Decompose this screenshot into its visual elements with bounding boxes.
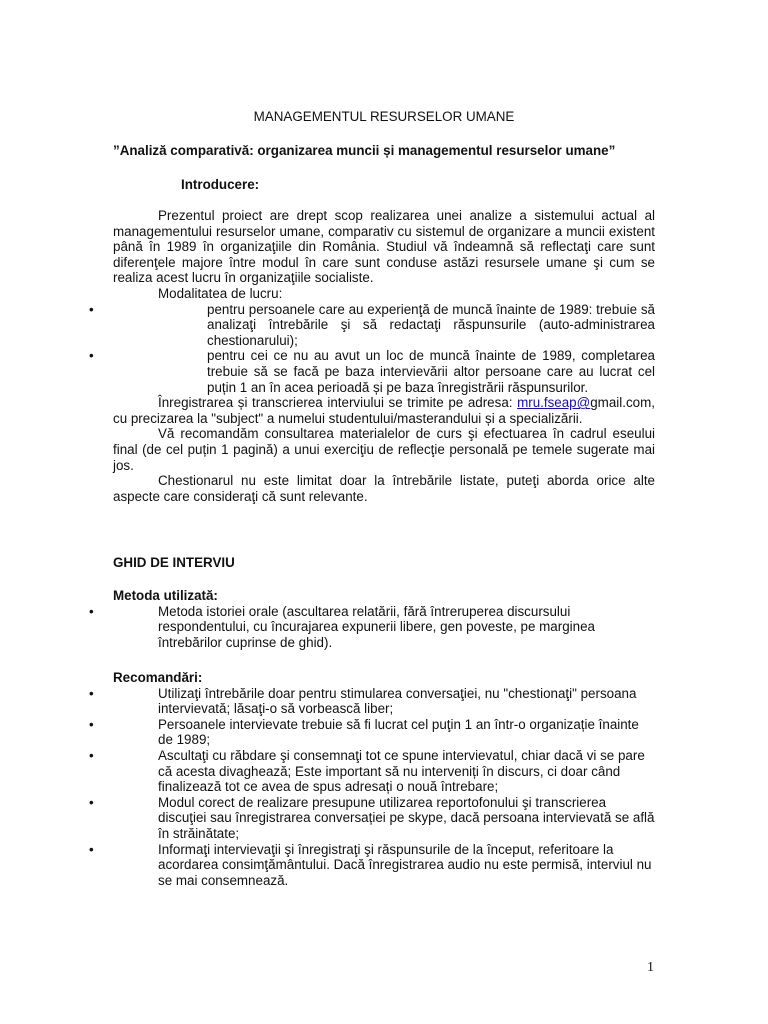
list-item <box>89 685 655 717</box>
intro-section <box>89 208 655 504</box>
bullet-icon: • <box>89 841 94 857</box>
list-item <box>89 348 655 395</box>
document-title: MANAGEMENTUL RESURSELOR UMANE <box>253 109 515 124</box>
method-list <box>89 603 655 651</box>
bullet-icon: • <box>89 794 94 810</box>
list-item-text: pentru cei ce nu au avut un loc de muncă înainte de 1989, completarea trebuie să se facă pe baza intervievării altor persoane care au lucrat cel puțin 1 an în acea perioadă și pe baza înregistrării răspunsurilor. <box>207 348 655 395</box>
bullet-icon: • <box>89 685 94 701</box>
method-section <box>89 588 655 650</box>
list-item-text: Modul corect de realizare presupune utilizarea reportofonului şi transcrierea discuţiei sau înregistrarea conversației pe skype, dacă persoana intervievată se află în străinătate; <box>158 794 655 841</box>
email-link[interactable]: mru.fseap@ <box>517 395 591 411</box>
list-item-text: Informaţi intervievaţii şi înregistraţi şi răspunsurile de la început, referitoare la acordarea consimţământului. Dacă înregistrarea audio nu este permisă, interviul nu se mai consemnează. <box>158 841 652 888</box>
work-mode-list <box>89 301 655 396</box>
list-item-text: Ascultaţi cu răbdare şi consemnaţi tot ce spune intervievatul, chiar dacă vi se pare că acesta divaghează; Este important să nu interveniți în discurs, ci doar când finalizează tot ce avea de spus adresați o nouă întrebare; <box>158 747 645 795</box>
work-mode-label: Modalitatea de lucru: <box>158 285 283 301</box>
document-subtitle: ”Analiză comparativă: organizarea muncii și managementul resurselor umane” <box>113 143 616 158</box>
bullet-icon: • <box>89 747 94 763</box>
method-heading: Metoda utilizată: <box>113 588 218 603</box>
bullet-icon: • <box>89 301 94 317</box>
list-item <box>89 794 655 842</box>
list-item <box>89 301 655 349</box>
list-item <box>89 603 655 651</box>
recording-text-before: Înregistrarea și transcrierea interviului se trimite pe adresa: <box>158 395 513 411</box>
bullet-icon: • <box>89 603 94 619</box>
recording-paragraph <box>113 395 655 426</box>
recommendations-list <box>89 685 655 889</box>
guide-heading: GHID DE INTERVIU <box>113 555 235 570</box>
questionnaire-paragraph: Chestionarul nu este limitat doar la întrebările listate, puteţi aborda orice alte aspecte care consideraţi că sunt relevante. <box>113 473 655 504</box>
list-item <box>89 841 655 889</box>
list-item <box>89 716 655 748</box>
list-item <box>89 747 655 795</box>
recommend-paragraph: Vă recomandăm consultarea materialelor de curs şi efectuarea în cadrul eseului final (de cel puțin 1 pagină) a unui exerciţiu de reflecţie personală pe temele sugerate mai jos. <box>113 426 655 473</box>
recommendations-heading: Recomandări: <box>113 670 203 685</box>
list-item-text: Metoda istoriei orale (ascultarea relatării, fără întreruperea discursului respondentului, cu încurajarea expunerii libere, gen poveste, pe marginea întrebărilor cuprinse de ghid). <box>158 603 595 650</box>
list-item-text: Utilizaţi întrebările doar pentru stimularea conversaţiei, nu "chestionaţi" persoana intervievată; lăsaţi-o să vorbească liber; <box>158 685 637 717</box>
page-number: 1 <box>647 960 654 975</box>
intro-heading: Introducere: <box>181 177 260 192</box>
bullet-icon: • <box>89 716 94 732</box>
recording-text-after: gmail.com, cu precizarea la "subject" a numelui studentului/masterandului și a specializării. <box>113 395 655 426</box>
list-item-text: Persoanele intervievate trebuie să fi lucrat cel puţin 1 an într-o organizație înainte de 1989; <box>158 716 639 748</box>
bullet-icon: • <box>89 348 94 364</box>
recommendations-section <box>89 670 655 888</box>
list-item-text: pentru persoanele care au experienţă de muncă înainte de 1989: trebuie să analizaţi întrebările şi să redactaţi răspunsurile (auto-administrarea chestionarului); <box>207 301 655 348</box>
intro-paragraph: Prezentul proiect are drept scop realizarea unei analize a sistemului actual al managementului resurselor umane, comparativ cu sistemul de organizare a muncii existent până în 1989 în organizaţiile din România. Studiul vă îndeamnă să reflectaţi care sunt diferenţele majore între modul în care sunt conduse astăzi resursele umane şi cum se realiza acest lucru în organizaţiile socialiste. <box>113 208 655 286</box>
